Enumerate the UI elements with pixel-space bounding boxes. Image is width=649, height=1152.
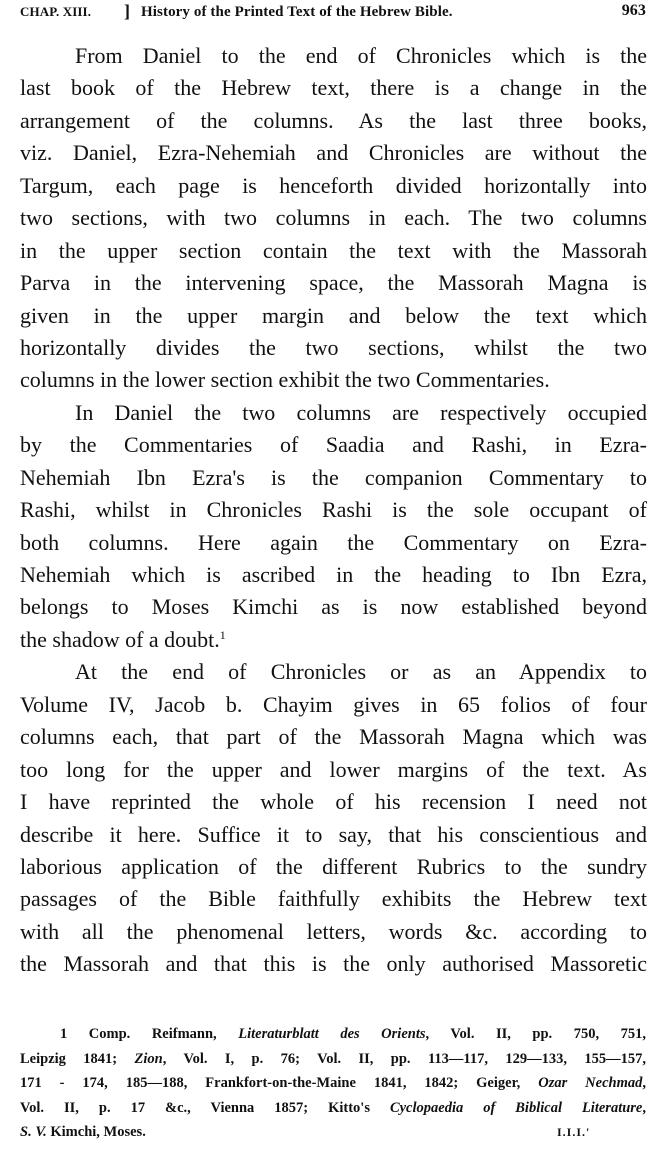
footnote-text: Leipzig 1841; [20,1050,135,1067]
footnote-number: 1 [60,1026,68,1042]
text-line: the Massorah and that this is the only authorised Massoretic [20,951,647,977]
page-number: 963 [621,2,646,19]
running-header [20,2,648,24]
text-line: In Daniel the two columns are respectively occupied [75,399,647,425]
text-line [20,624,647,656]
text-line: columns in the lower section exhibit the two Commentaries. [20,367,550,393]
footnote [20,1022,646,1145]
text-line: two sections, with two columns in each. The two columns [20,205,647,231]
text-line: both columns. Here again the Commentary on Ezra- [20,529,647,555]
text-line: Nehemiah which is ascribed in the heading to Ibn Ezra, [20,562,647,587]
text-line: Rashi, whilst in Chronicles Rashi is the sole occupant of [20,497,647,523]
text-line: in the upper section contain the text with the Massorah [20,237,647,263]
text-line: passages of the Bible faithfully exhibits the Hebrew text [20,886,647,912]
printer-signature: I.I.I.' [557,1125,591,1139]
footnote-line [20,1120,646,1145]
text-line: From Daniel to the end of Chronicles which is the [75,43,647,68]
text-line: viz. Daniel, Ezra-Nehemiah and Chronicles are without the [20,140,647,166]
text-line: given in the upper margin and below the text which [20,302,647,328]
text-line-content: the shadow of a doubt. [20,626,220,652]
text-line: Parva in the intervening space, the Massorah Magna is [20,270,647,296]
text-line: by the Commentaries of Saadia and Rashi, in Ezra- [20,432,647,458]
text-line: describe it here. Suffice it to say, that his conscientious and [20,821,647,847]
footnote-title: S. V. [20,1124,47,1140]
footnote-title: Literaturblatt des Orients [238,1026,426,1042]
footnote-text: Kimchi, Moses. [46,1124,146,1140]
text-line: At the end of Chronicles or as an Appendix to [75,659,647,685]
footnote-title: Zion [134,1050,163,1067]
footnote-text: , Vol. II, pp. 750, 751, [425,1026,647,1042]
footnote-line [20,1047,646,1072]
footnote-text: , Vol. I, p. 76; Vol. II, pp. 113—117, 129—133, 155—157, [162,1050,646,1067]
footnote-text: , [642,1075,646,1091]
footnote-text: Comp. Reifmann, [88,1026,239,1042]
footnote-marker: 1 [219,627,226,642]
text-line: belongs to Moses Kimchi as is now established beyond [20,594,647,620]
main-text [20,40,647,981]
header-bracket: ] [124,1,131,21]
text-line: columns each, that part of the Massorah Magna which was [20,724,647,750]
text-line: horizontally divides the two sections, whilst the two [20,334,647,360]
text-line: Volume IV, Jacob b. Chayim gives in 65 folios of four [20,691,647,717]
footnote-text: 171 - 174, 185—188, Frankfort-on-the-Maine 1841, 1842; Geiger, [20,1075,539,1091]
footnote-text: Vol. II, p. 17 &c., Vienna 1857; Kitto's [20,1099,390,1116]
text-line: with all the phenomenal letters, words &c. according to [20,918,647,944]
footnote-title: Cyclopaedia of Biblical Literature [389,1099,643,1116]
text-line: Targum, each page is henceforth divided horizontally into [20,172,647,198]
text-line: last book of the Hebrew text, there is a change in the [20,75,647,101]
text-line: Nehemiah Ibn Ezra's is the companion Commentary to [20,464,647,490]
text-line: arrangement of the columns. As the last three books, [20,107,647,133]
footnote-line [20,1096,646,1121]
running-title: History of the Printed Text of the Hebrew Bible. [141,4,453,20]
footnote-text: , [642,1099,646,1116]
text-line: I have reprinted the whole of his recension I need not [20,789,647,815]
chapter-label: CHAP. XIII. [20,4,92,19]
text-line: too long for the upper and lower margins of the text. As [20,756,647,782]
footnote-title: Ozar Nechmad [538,1075,643,1091]
footnote-line [20,1022,646,1047]
footnote-line [20,1071,646,1096]
text-line: laborious application of the different Rubrics to the sundry [20,853,647,879]
